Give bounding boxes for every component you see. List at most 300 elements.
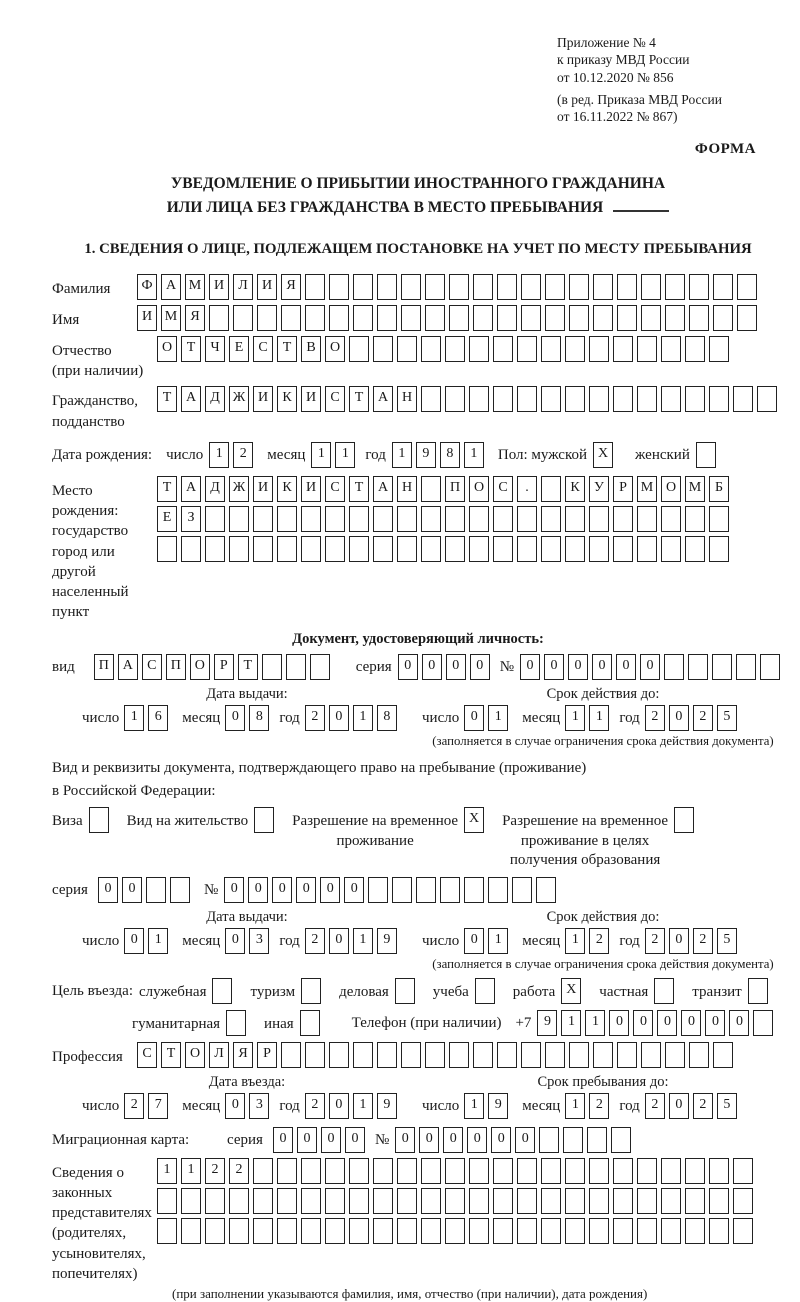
birth-place-row3 bbox=[157, 536, 733, 562]
expiry-year-boxes bbox=[645, 928, 741, 954]
purpose-private-checkbox bbox=[654, 978, 678, 1004]
sex-female-label: женский bbox=[635, 446, 690, 463]
char-box bbox=[664, 654, 684, 680]
char-box: 1 bbox=[353, 705, 373, 731]
issue-year-boxes bbox=[305, 928, 401, 954]
char-box bbox=[637, 1188, 657, 1214]
char-box bbox=[593, 274, 613, 300]
doc-series-boxes bbox=[398, 654, 494, 680]
char-box bbox=[589, 1218, 609, 1244]
char-box bbox=[397, 1218, 417, 1244]
birth-month-boxes bbox=[311, 442, 359, 468]
char-box: А bbox=[161, 274, 181, 300]
stay-day-boxes bbox=[464, 1093, 512, 1119]
char-box bbox=[425, 1042, 445, 1068]
char-box bbox=[493, 1218, 513, 1244]
char-box bbox=[373, 336, 393, 362]
char-box bbox=[565, 506, 585, 532]
doc-number-label: № bbox=[499, 658, 514, 675]
char-box bbox=[748, 978, 768, 1004]
char-box: 1 bbox=[565, 705, 585, 731]
char-box bbox=[325, 1188, 345, 1214]
char-box: 0 bbox=[344, 877, 364, 903]
char-box bbox=[401, 1042, 421, 1068]
char-box bbox=[368, 877, 388, 903]
char-box bbox=[397, 1158, 417, 1184]
char-box: Е bbox=[157, 506, 177, 532]
char-box bbox=[445, 386, 465, 412]
char-box bbox=[469, 386, 489, 412]
option-residence-permit: Вид на жительство bbox=[127, 807, 278, 833]
char-box: Е bbox=[229, 336, 249, 362]
char-box: 9 bbox=[377, 1093, 397, 1119]
char-box bbox=[445, 506, 465, 532]
char-box: 2 bbox=[693, 928, 713, 954]
char-box: Л bbox=[233, 274, 253, 300]
day-label: число bbox=[422, 709, 460, 726]
form-word: ФОРМА bbox=[694, 141, 756, 158]
char-box: 5 bbox=[717, 928, 737, 954]
char-box bbox=[709, 336, 729, 362]
section1-heading: 1. СВЕДЕНИЯ О ЛИЦЕ, ПОДЛЕЖАЩЕМ ПОСТАНОВКЕ НА УЧЕТ ПО МЕСТУ ПРЕБЫВАНИЯ bbox=[84, 240, 752, 257]
char-box bbox=[661, 506, 681, 532]
char-box bbox=[517, 1188, 537, 1214]
year-label: год bbox=[365, 446, 386, 463]
char-box bbox=[569, 1042, 589, 1068]
char-box bbox=[541, 1218, 561, 1244]
char-box bbox=[229, 1188, 249, 1214]
char-box bbox=[469, 336, 489, 362]
birth-place-label: Место рождения: государство город или другой населенный пункт bbox=[52, 482, 129, 621]
char-box bbox=[539, 1127, 559, 1153]
char-box bbox=[373, 536, 393, 562]
char-box: Н bbox=[397, 476, 417, 502]
char-box: О bbox=[325, 336, 345, 362]
char-box bbox=[661, 536, 681, 562]
char-box: 0 bbox=[464, 705, 484, 731]
char-box bbox=[310, 654, 330, 680]
field-birth-date bbox=[52, 442, 784, 468]
phone-boxes bbox=[537, 1010, 777, 1036]
char-box bbox=[325, 506, 345, 532]
char-box bbox=[689, 274, 709, 300]
residence-permit-checkbox bbox=[254, 807, 278, 833]
char-box bbox=[565, 536, 585, 562]
birth-year-boxes bbox=[392, 442, 488, 468]
char-box: Ж bbox=[229, 386, 249, 412]
char-box bbox=[565, 386, 585, 412]
char-box bbox=[353, 274, 373, 300]
char-box: 1 bbox=[157, 1158, 177, 1184]
char-box: 2 bbox=[693, 705, 713, 731]
char-box bbox=[541, 506, 561, 532]
month-label: месяц bbox=[522, 709, 561, 726]
char-box bbox=[696, 442, 716, 468]
field-citizenship bbox=[52, 386, 784, 432]
char-box bbox=[589, 386, 609, 412]
entry-purpose-row2 bbox=[52, 1010, 784, 1036]
char-box: 0 bbox=[657, 1010, 677, 1036]
char-box bbox=[377, 305, 397, 331]
purpose-other-checkbox bbox=[300, 1010, 324, 1036]
char-box: П bbox=[94, 654, 114, 680]
expiry-year-boxes bbox=[645, 705, 741, 731]
char-box: 0 bbox=[225, 1093, 245, 1119]
char-box: Т bbox=[277, 336, 297, 362]
phone-label: Телефон (при наличии) bbox=[351, 1014, 502, 1031]
char-box: 1 bbox=[392, 442, 412, 468]
char-box bbox=[753, 1010, 773, 1036]
option-temp-residence: Разрешение на временное проживание X bbox=[292, 807, 488, 851]
doc-kind-boxes bbox=[94, 654, 334, 680]
char-box: И bbox=[257, 274, 277, 300]
char-box bbox=[416, 877, 436, 903]
char-box bbox=[397, 506, 417, 532]
visa-checkbox bbox=[89, 807, 113, 833]
profession-boxes bbox=[137, 1042, 737, 1068]
char-box: 5 bbox=[717, 705, 737, 731]
field-given-name bbox=[52, 305, 784, 331]
appendix-line: к приказу МВД России bbox=[557, 52, 690, 68]
char-box bbox=[497, 274, 517, 300]
char-box bbox=[229, 506, 249, 532]
entry-stay-dates bbox=[52, 1074, 784, 1119]
char-box: 0 bbox=[419, 1127, 439, 1153]
char-box bbox=[205, 506, 225, 532]
char-box: 0 bbox=[633, 1010, 653, 1036]
char-box: 1 bbox=[148, 928, 168, 954]
char-box: 0 bbox=[422, 654, 442, 680]
month-label: месяц bbox=[267, 446, 306, 463]
char-box: М bbox=[685, 476, 705, 502]
char-box bbox=[449, 274, 469, 300]
expiry-date bbox=[422, 928, 784, 954]
char-box bbox=[305, 1042, 325, 1068]
char-box: А bbox=[373, 476, 393, 502]
char-box bbox=[736, 654, 756, 680]
char-box bbox=[613, 536, 633, 562]
char-box: К bbox=[277, 476, 297, 502]
char-box bbox=[589, 536, 609, 562]
char-box bbox=[305, 274, 325, 300]
purpose-work: работа X bbox=[513, 978, 586, 1004]
char-box: 0 bbox=[491, 1127, 511, 1153]
char-box bbox=[521, 305, 541, 331]
char-box bbox=[469, 506, 489, 532]
phone-prefix: +7 bbox=[515, 1014, 532, 1031]
surname-boxes bbox=[137, 274, 761, 300]
char-box: Ч bbox=[205, 336, 225, 362]
char-box bbox=[661, 1188, 681, 1214]
char-box bbox=[233, 305, 253, 331]
char-box bbox=[493, 1188, 513, 1214]
birth-day-boxes bbox=[209, 442, 257, 468]
char-box bbox=[181, 1188, 201, 1214]
number-label: № bbox=[203, 881, 219, 898]
char-box bbox=[493, 386, 513, 412]
char-box: К bbox=[565, 476, 585, 502]
appendix-header bbox=[557, 34, 772, 125]
char-box bbox=[737, 274, 757, 300]
char-box bbox=[209, 305, 229, 331]
char-box bbox=[685, 506, 705, 532]
char-box: Т bbox=[157, 386, 177, 412]
char-box bbox=[541, 1158, 561, 1184]
char-box bbox=[325, 1158, 345, 1184]
field-surname bbox=[52, 274, 784, 300]
char-box: О bbox=[469, 476, 489, 502]
year-label: год bbox=[619, 932, 640, 949]
char-box bbox=[170, 877, 190, 903]
char-box bbox=[253, 1218, 273, 1244]
char-box bbox=[277, 1218, 297, 1244]
char-box bbox=[517, 1218, 537, 1244]
char-box: 8 bbox=[440, 442, 460, 468]
char-box bbox=[517, 536, 537, 562]
char-box bbox=[329, 1042, 349, 1068]
char-box: 0 bbox=[592, 654, 612, 680]
entry-purpose-label: Цель въезда: bbox=[52, 982, 133, 999]
issue-month-boxes bbox=[225, 705, 273, 731]
char-box bbox=[329, 305, 349, 331]
char-box bbox=[565, 1188, 585, 1214]
year-label: год bbox=[279, 709, 300, 726]
char-box bbox=[493, 1158, 513, 1184]
char-box bbox=[713, 305, 733, 331]
char-box: 0 bbox=[669, 928, 689, 954]
doc-series-label: серия bbox=[355, 658, 392, 675]
stay-until-heading: Срок пребывания до: bbox=[537, 1073, 669, 1090]
legal-reps-row1 bbox=[157, 1158, 757, 1184]
char-box bbox=[445, 1218, 465, 1244]
residence-number-boxes bbox=[224, 877, 560, 903]
identity-doc-dates bbox=[52, 686, 784, 749]
sex-male-label: Пол: мужской bbox=[497, 446, 588, 463]
char-box bbox=[205, 1188, 225, 1214]
char-box: 2 bbox=[233, 442, 253, 468]
migration-series-boxes bbox=[273, 1127, 369, 1153]
char-box bbox=[205, 1218, 225, 1244]
char-box bbox=[392, 877, 412, 903]
char-box bbox=[709, 1218, 729, 1244]
char-box: 0 bbox=[345, 1127, 365, 1153]
patronymic-label: Отчество (при наличии) bbox=[52, 342, 144, 380]
char-box bbox=[253, 1158, 273, 1184]
birth-place-boxes bbox=[157, 476, 733, 566]
char-box: Р bbox=[214, 654, 234, 680]
char-box: С bbox=[493, 476, 513, 502]
month-label: месяц bbox=[182, 1097, 221, 1114]
legal-reps-row3 bbox=[157, 1218, 757, 1244]
char-box bbox=[661, 1158, 681, 1184]
char-box bbox=[733, 1218, 753, 1244]
entry-date bbox=[82, 1093, 412, 1119]
char-box bbox=[349, 1158, 369, 1184]
char-box bbox=[569, 305, 589, 331]
char-box bbox=[469, 1218, 489, 1244]
field-profession bbox=[52, 1042, 784, 1068]
issue-date bbox=[82, 928, 412, 954]
char-box bbox=[205, 536, 225, 562]
char-box bbox=[617, 305, 637, 331]
char-box: 8 bbox=[377, 705, 397, 731]
char-box bbox=[254, 807, 274, 833]
char-box bbox=[665, 305, 685, 331]
char-box bbox=[469, 1188, 489, 1214]
char-box bbox=[685, 1188, 705, 1214]
residence-doc-options bbox=[52, 807, 784, 871]
char-box: К bbox=[277, 386, 297, 412]
char-box bbox=[301, 1188, 321, 1214]
char-box: 6 bbox=[148, 705, 168, 731]
expiry-day-boxes bbox=[464, 928, 512, 954]
char-box bbox=[674, 807, 694, 833]
char-box bbox=[373, 1218, 393, 1244]
char-box: Т bbox=[157, 476, 177, 502]
char-box bbox=[589, 506, 609, 532]
char-box: 1 bbox=[561, 1010, 581, 1036]
char-box bbox=[449, 305, 469, 331]
char-box bbox=[421, 386, 441, 412]
char-box bbox=[421, 536, 441, 562]
char-box bbox=[305, 305, 325, 331]
purpose-humanitarian-checkbox bbox=[226, 1010, 250, 1036]
char-box: О bbox=[157, 336, 177, 362]
char-box: О bbox=[185, 1042, 205, 1068]
expiry-month-boxes bbox=[565, 705, 613, 731]
char-box bbox=[445, 336, 465, 362]
surname-label: Фамилия bbox=[52, 280, 111, 297]
char-box: . bbox=[517, 476, 537, 502]
char-box: 1 bbox=[585, 1010, 605, 1036]
char-box bbox=[589, 1158, 609, 1184]
char-box: 9 bbox=[377, 928, 397, 954]
char-box: Т bbox=[349, 476, 369, 502]
char-box: 5 bbox=[717, 1093, 737, 1119]
char-box: О bbox=[190, 654, 210, 680]
char-box bbox=[637, 1158, 657, 1184]
char-box bbox=[329, 274, 349, 300]
legal-representatives-boxes bbox=[157, 1158, 757, 1248]
char-box bbox=[613, 386, 633, 412]
char-box bbox=[713, 274, 733, 300]
char-box bbox=[277, 1188, 297, 1214]
char-box: 3 bbox=[249, 928, 269, 954]
char-box bbox=[325, 536, 345, 562]
char-box bbox=[325, 1218, 345, 1244]
char-box bbox=[733, 386, 753, 412]
char-box bbox=[301, 1218, 321, 1244]
char-box bbox=[589, 1188, 609, 1214]
char-box: 0 bbox=[122, 877, 142, 903]
char-box bbox=[541, 1188, 561, 1214]
residence-doc-series-row bbox=[52, 877, 784, 903]
month-label: месяц bbox=[182, 709, 221, 726]
char-box bbox=[493, 536, 513, 562]
char-box: 0 bbox=[395, 1127, 415, 1153]
char-box bbox=[277, 506, 297, 532]
char-box: 0 bbox=[681, 1010, 701, 1036]
char-box bbox=[613, 506, 633, 532]
char-box: Т bbox=[238, 654, 258, 680]
char-box bbox=[641, 1042, 661, 1068]
field-migration-card bbox=[52, 1127, 784, 1153]
char-box bbox=[397, 536, 417, 562]
char-box bbox=[641, 305, 661, 331]
identity-doc-heading: Документ, удостоверяющий личность: bbox=[292, 630, 544, 647]
purpose-transit: транзит bbox=[692, 978, 771, 1004]
char-box bbox=[401, 305, 421, 331]
year-label: год bbox=[619, 1097, 640, 1114]
char-box: 0 bbox=[470, 654, 490, 680]
temp-residence-education-checkbox bbox=[674, 807, 698, 833]
char-box: 0 bbox=[446, 654, 466, 680]
option-visa: Виза bbox=[52, 807, 113, 833]
char-box: Д bbox=[205, 386, 225, 412]
purpose-official: служебная bbox=[139, 978, 237, 1004]
stay-year-boxes bbox=[645, 1093, 741, 1119]
char-box: П bbox=[166, 654, 186, 680]
char-box: И bbox=[137, 305, 157, 331]
char-box: 0 bbox=[398, 654, 418, 680]
char-box: Р bbox=[613, 476, 633, 502]
char-box: X bbox=[593, 442, 613, 468]
char-box bbox=[733, 1158, 753, 1184]
char-box bbox=[488, 877, 508, 903]
char-box: 2 bbox=[589, 1093, 609, 1119]
char-box: 1 bbox=[353, 928, 373, 954]
char-box: 0 bbox=[329, 928, 349, 954]
char-box bbox=[146, 877, 166, 903]
char-box: 1 bbox=[181, 1158, 201, 1184]
char-box bbox=[521, 1042, 541, 1068]
char-box bbox=[589, 336, 609, 362]
char-box bbox=[757, 386, 777, 412]
char-box: Т bbox=[349, 386, 369, 412]
char-box bbox=[593, 1042, 613, 1068]
field-legal-representatives bbox=[52, 1158, 784, 1285]
char-box: Т bbox=[181, 336, 201, 362]
char-box bbox=[226, 1010, 246, 1036]
char-box bbox=[373, 1188, 393, 1214]
char-box: И bbox=[301, 476, 321, 502]
char-box: 2 bbox=[645, 1093, 665, 1119]
char-box bbox=[545, 274, 565, 300]
char-box bbox=[212, 978, 232, 1004]
char-box: И bbox=[253, 476, 273, 502]
char-box: 3 bbox=[249, 1093, 269, 1119]
migration-number-boxes bbox=[395, 1127, 635, 1153]
char-box bbox=[545, 1042, 565, 1068]
char-box: 0 bbox=[98, 877, 118, 903]
char-box bbox=[469, 1158, 489, 1184]
purpose-study: учеба bbox=[433, 978, 499, 1004]
char-box bbox=[157, 1218, 177, 1244]
purpose-study-checkbox bbox=[475, 978, 499, 1004]
char-box bbox=[253, 506, 273, 532]
char-box bbox=[353, 1042, 373, 1068]
char-box bbox=[611, 1127, 631, 1153]
expiry-date-heading: Срок действия до: bbox=[546, 908, 660, 925]
char-box bbox=[253, 1188, 273, 1214]
citizenship-boxes bbox=[157, 386, 781, 412]
purpose-humanitarian: гуманитарная bbox=[132, 1010, 250, 1036]
issue-date-heading: Дата выдачи: bbox=[206, 685, 288, 702]
char-box: 1 bbox=[565, 928, 585, 954]
legal-reps-row2 bbox=[157, 1188, 757, 1214]
year-label: год bbox=[279, 1097, 300, 1114]
char-box bbox=[181, 1218, 201, 1244]
